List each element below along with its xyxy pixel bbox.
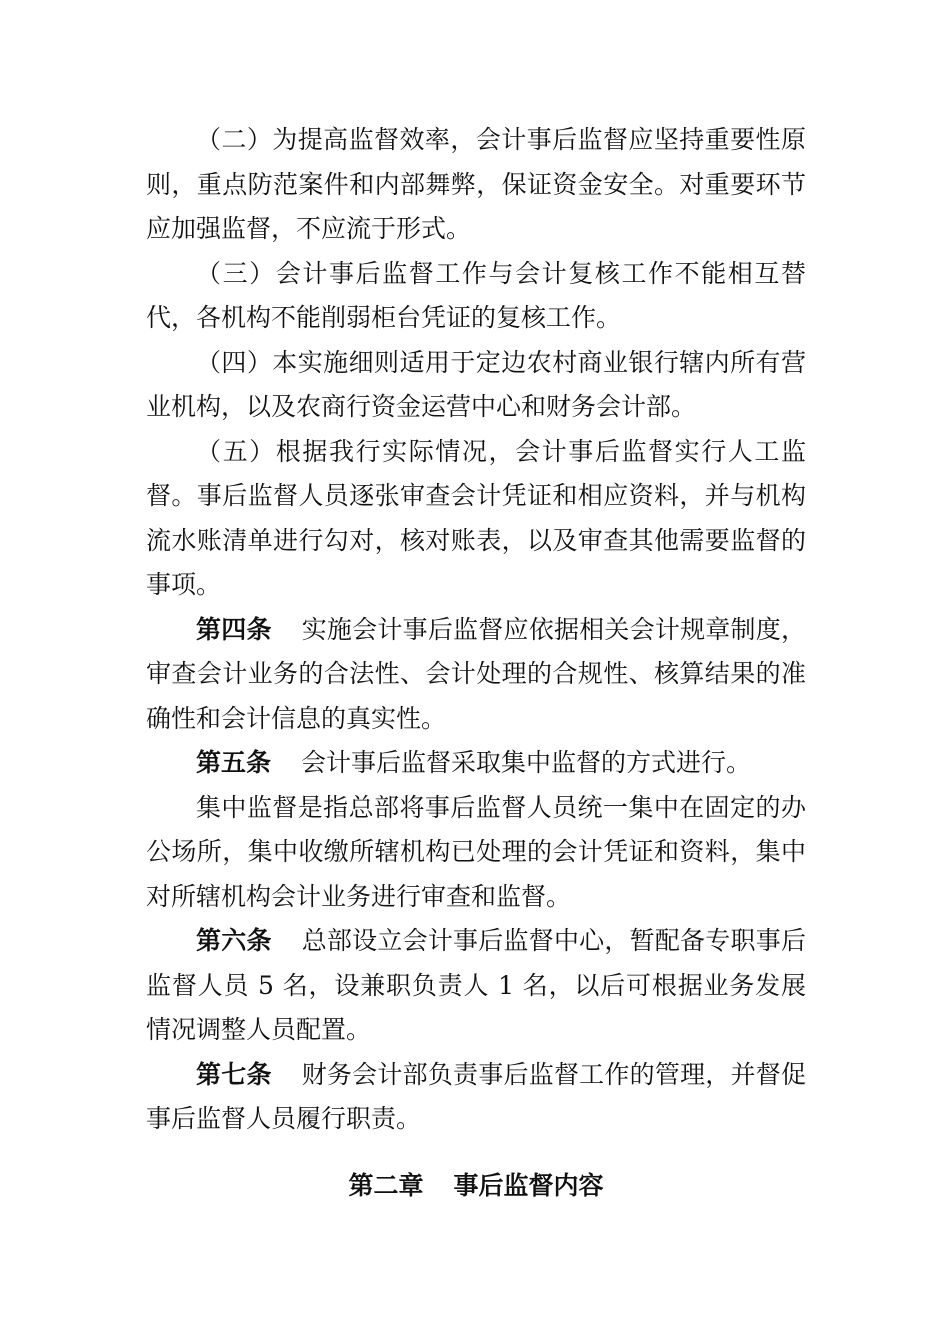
paragraph-2 (146, 118, 806, 252)
paragraph-text: （二）为提高监督效率，会计事后监督应坚持重要性原则，重点防范案件和内部舞弊，保证资金安全。对重要环节应加强监督，不应流于形式。 (146, 125, 806, 243)
article-text: 实施会计事后监督应依据相关会计规章制度，审查会计业务的合法性、会计处理的合规性、核算结果的准确性和会计信息的真实性。 (146, 614, 806, 733)
paragraph-text: （五）根据我行实际情况，会计事后监督实行人工监督。事后监督人员逐张审查会计凭证和相应资料，并与机构流水账清单进行勾对，核对账表，以及审查其他需要监督的事项。 (146, 436, 806, 599)
article-label: 第六条 (196, 926, 272, 955)
paragraph-4 (146, 341, 806, 430)
article-6 (146, 919, 806, 1053)
paragraph-centralized (146, 786, 806, 920)
chapter-heading (146, 1164, 806, 1208)
paragraph-3 (146, 252, 806, 341)
article-label: 第七条 (196, 1059, 272, 1089)
article-label: 第四条 (196, 614, 272, 644)
article-text: 财务会计部负责事后监督工作的管理，并督促事后监督人员履行职责。 (146, 1059, 806, 1133)
article-label: 第五条 (196, 748, 272, 777)
article-7 (146, 1053, 806, 1142)
paragraph-5 (146, 430, 806, 608)
article-5 (146, 741, 806, 786)
paragraph-text: 集中监督是指总部将事后监督人员统一集中在固定的办公场所，集中收缴所辖机构已处理的会计凭证和资料，集中对所辖机构会计业务进行审查和监督。 (146, 792, 806, 911)
chapter-number: 第二章 (348, 1171, 424, 1200)
chapter-title: 事后监督内容 (453, 1171, 604, 1200)
document-body (146, 118, 806, 1142)
article-4 (146, 608, 806, 742)
paragraph-text: （三）会计事后监督工作与会计复核工作不能相互替代，各机构不能削弱柜台凭证的复核工作。 (146, 258, 806, 332)
article-text: 总部设立会计事后监督中心，暂配备专职事后监督人员 5 名，设兼职负责人 1 名，以后可根据业务发展情况调整人员配置。 (146, 926, 806, 1044)
article-text: 会计事后监督采取集中监督的方式进行。 (301, 748, 752, 777)
paragraph-text: （四）本实施细则适用于定边农村商业银行辖内所有营业机构，以及农商行资金运营中心和财务会计部。 (146, 347, 806, 421)
